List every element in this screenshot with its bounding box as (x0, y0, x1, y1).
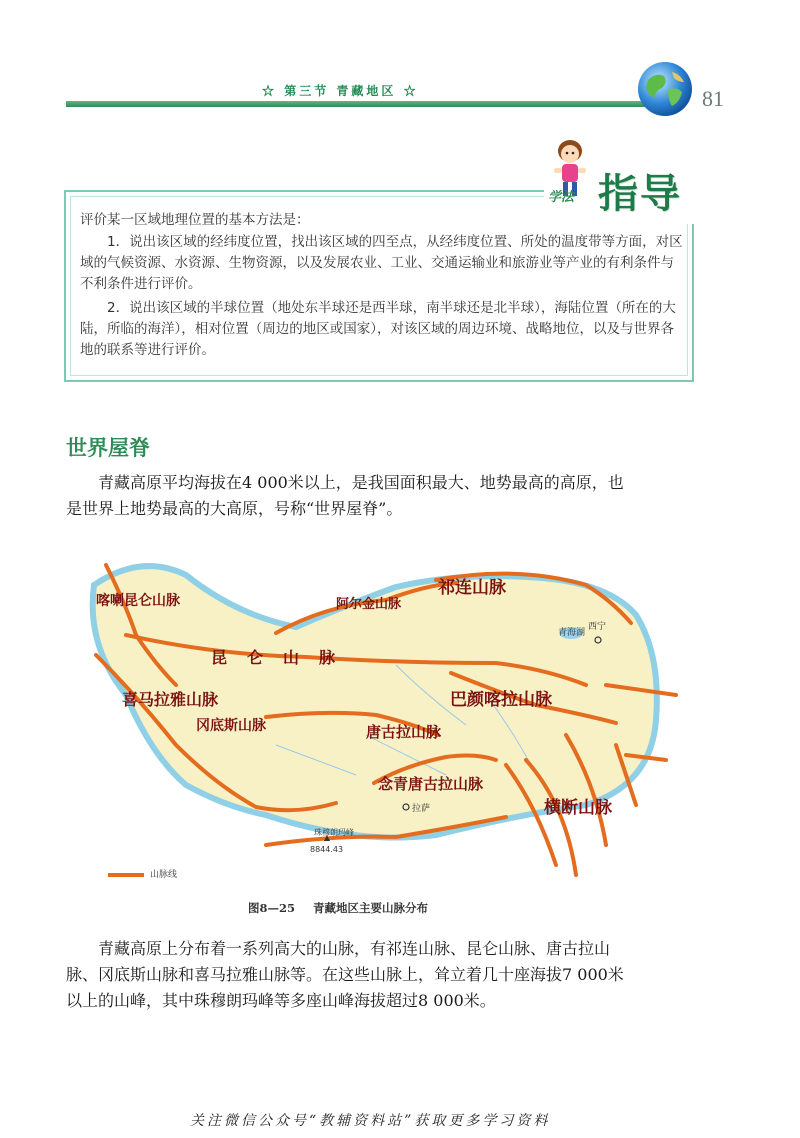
label-qinghai-lake: 青海湖 (558, 628, 586, 638)
label-himalaya: 喜马拉雅山脉 (122, 690, 219, 709)
label-nyenchen: 念青唐古拉山脉 (378, 775, 484, 793)
label-qilian: 祁连山脉 (438, 578, 506, 598)
mountain-map (66, 545, 686, 895)
footer-note: 关注微信公众号“教辅资料站”获取更多学习资料 (190, 1113, 551, 1129)
label-everest: 珠穆朗玛峰 (314, 828, 354, 837)
legend-line (108, 873, 144, 877)
paragraph-mountains: 青藏高原上分布着一系列高大的山脉，有祁连山脉、昆仑山脉、唐古拉山脉、冈底斯山脉和喜马拉雅山脉等。在这些山脉上，耸立着几十座海拔7 000米以上的山峰，其中珠穆朗玛峰等多座山峰海拔超过8 000米。 (66, 939, 624, 1010)
guide-label-small: 学法 (548, 190, 575, 205)
guide-item-2: 2．说出该区域的半球位置（地处东半球还是西半球，南半球还是北半球），海陆位置（所在的大陆，所临的海洋），相对位置（周边的地区或国家），对该区域的周边环境、战略地位，以及与世界各地的联系等进行评价。 (80, 300, 676, 358)
guide-intro: 评价某一区域地理位置的基本方法是： (80, 212, 310, 228)
label-kunlun-west: 喀喇昆仑山脉 (96, 593, 180, 609)
guide-label-big: 指导 (598, 170, 682, 217)
label-kunlun: 昆仑山脉 (211, 648, 356, 667)
header-section: 第三节 (284, 84, 330, 98)
label-hengduan: 横断山脉 (544, 798, 612, 818)
star-icon: ☆ (403, 84, 419, 98)
paragraph-intro: 青藏高原平均海拔在4 000米以上，是我国面积最大、地势最高的高原，也是世界上地势最高的大高原，号称“世界屋脊”。 (66, 473, 624, 518)
caption-text: 青藏地区主要山脉分布 (313, 901, 429, 915)
header-title: 青藏地区 (336, 84, 397, 98)
star-icon: ☆ (262, 84, 278, 98)
label-everest-altitude: 8844.43 (310, 845, 344, 854)
globe-icon (636, 60, 694, 118)
label-lhasa: 拉萨 (412, 804, 431, 814)
header-rule (66, 101, 652, 107)
label-xining: 西宁 (588, 622, 607, 632)
caption-number: 图8—25 (248, 901, 296, 915)
label-gangdise: 冈底斯山脉 (196, 718, 266, 734)
label-tanggula: 唐古拉山脉 (366, 723, 442, 741)
figure-caption (248, 900, 428, 916)
label-altun: 阿尔金山脉 (336, 597, 402, 612)
section-title: 世界屋脊 (66, 436, 150, 460)
running-header (262, 82, 462, 99)
label-bayankala: 巴颜喀拉山脉 (450, 690, 552, 710)
page-number: 81 (702, 86, 724, 111)
legend-text: 山脉线 (150, 870, 178, 880)
guide-item-1: 1．说出该区域的经纬度位置，找出该区域的四至点，从经纬度位置、所处的温度带等方面，对区域的气候资源、水资源、生物资源，以及发展农业、工业、交通运输业和旅游业等产业的有利条件与不利条件进行评价。 (80, 234, 683, 292)
